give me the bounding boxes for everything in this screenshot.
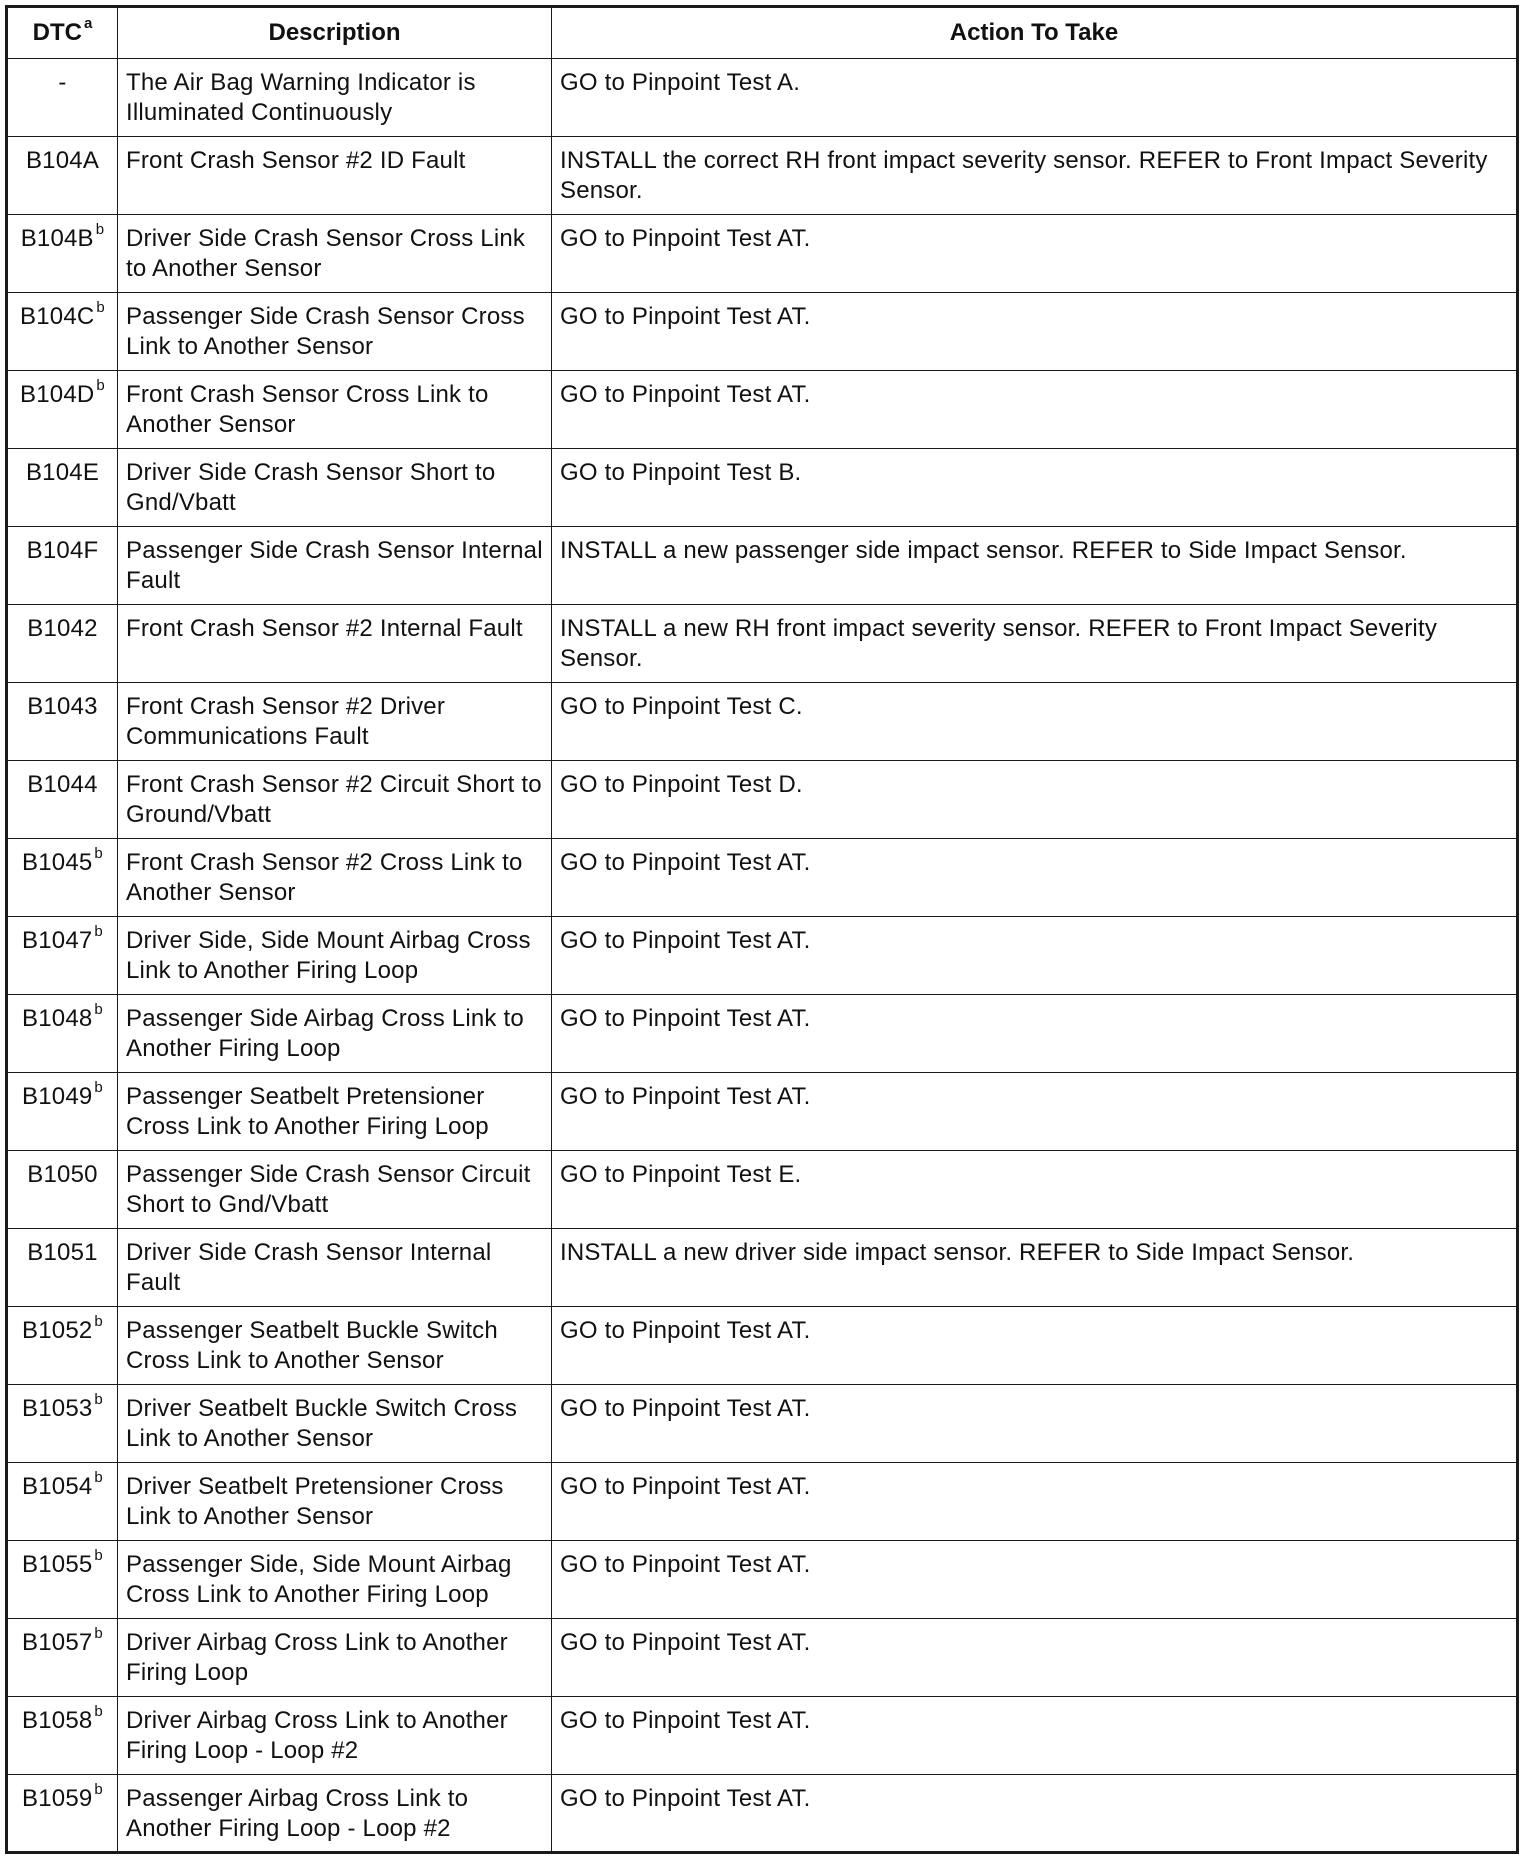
action-cell: GO to Pinpoint Test AT.: [552, 917, 1518, 995]
dtc-code: B1059: [22, 1785, 93, 1812]
dtc-code: B1058: [22, 1707, 93, 1734]
dtc-code: B1055: [22, 1551, 93, 1578]
description-cell: Passenger Seatbelt Pretensioner Cross Link to Another Firing Loop: [118, 1073, 552, 1151]
description-cell: Front Crash Sensor #2 Internal Fault: [118, 605, 552, 683]
dtc-code: B1051: [27, 1239, 98, 1266]
action-cell: GO to Pinpoint Test E.: [552, 1151, 1518, 1229]
dtc-cell: [7, 449, 118, 527]
table-row: [7, 137, 1518, 215]
description-cell: The Air Bag Warning Indicator is Illuminated Continuously: [118, 59, 552, 137]
dtc-footnote-marker: b: [94, 1313, 103, 1330]
description-cell: Front Crash Sensor #2 ID Fault: [118, 137, 552, 215]
dtc-code: B104B: [20, 225, 94, 252]
dtc-cell: [7, 1541, 118, 1619]
dtc-footnote-marker: b: [94, 1547, 103, 1564]
dtc-footnote-marker: b: [94, 1781, 103, 1798]
dtc-footnote-marker: b: [94, 845, 103, 862]
action-cell: GO to Pinpoint Test C.: [552, 683, 1518, 761]
table-row: [7, 917, 1518, 995]
table-row: [7, 839, 1518, 917]
dtc-cell: [7, 1775, 118, 1853]
dtc-code: B1047: [22, 927, 93, 954]
action-cell: GO to Pinpoint Test AT.: [552, 1697, 1518, 1775]
action-cell: GO to Pinpoint Test D.: [552, 761, 1518, 839]
dtc-code: B1045: [22, 849, 93, 876]
description-cell: Driver Seatbelt Buckle Switch Cross Link to Another Sensor: [118, 1385, 552, 1463]
description-cell: Driver Side, Side Mount Airbag Cross Link to Another Firing Loop: [118, 917, 552, 995]
dtc-cell: [7, 137, 118, 215]
action-cell: GO to Pinpoint Test AT.: [552, 1463, 1518, 1541]
table-row: [7, 1385, 1518, 1463]
dtc-cell: [7, 1073, 118, 1151]
table-row: [7, 1073, 1518, 1151]
table-row: [7, 1775, 1518, 1853]
dtc-footnote-marker: b: [96, 377, 105, 394]
table-row: [7, 293, 1518, 371]
description-cell: Driver Airbag Cross Link to Another Firing Loop: [118, 1619, 552, 1697]
action-cell: INSTALL a new driver side impact sensor. REFER to Side Impact Sensor.: [552, 1229, 1518, 1307]
dtc-footnote-marker: b: [95, 221, 105, 238]
description-cell: Driver Side Crash Sensor Cross Link to Another Sensor: [118, 215, 552, 293]
header-dtc-label: DTC: [32, 19, 82, 46]
dtc-cell: [7, 59, 118, 137]
action-cell: GO to Pinpoint Test B.: [552, 449, 1518, 527]
dtc-cell: [7, 761, 118, 839]
description-cell: Passenger Seatbelt Buckle Switch Cross Link to Another Sensor: [118, 1307, 552, 1385]
dtc-code: B1050: [27, 1161, 98, 1188]
table-row: [7, 605, 1518, 683]
action-cell: GO to Pinpoint Test AT.: [552, 839, 1518, 917]
dtc-cell: [7, 1151, 118, 1229]
dtc-code: B1042: [27, 615, 98, 642]
table-row: [7, 995, 1518, 1073]
action-cell: GO to Pinpoint Test AT.: [552, 1619, 1518, 1697]
table-row: [7, 215, 1518, 293]
action-cell: GO to Pinpoint Test AT.: [552, 1385, 1518, 1463]
dtc-code: B1049: [22, 1083, 93, 1110]
dtc-code: -: [58, 69, 67, 96]
header-row: [7, 7, 1518, 59]
action-cell: GO to Pinpoint Test A.: [552, 59, 1518, 137]
dtc-footnote-marker: b: [94, 1001, 103, 1018]
dtc-code: B1043: [27, 693, 98, 720]
dtc-code: B104E: [25, 459, 100, 486]
dtc-code: B1048: [22, 1005, 93, 1032]
dtc-cell: [7, 917, 118, 995]
dtc-cell: [7, 371, 118, 449]
table-row: [7, 1229, 1518, 1307]
action-cell: GO to Pinpoint Test AT.: [552, 1073, 1518, 1151]
dtc-code: B1054: [22, 1473, 93, 1500]
dtc-code: B104A: [25, 147, 100, 174]
dtc-cell: [7, 1229, 118, 1307]
description-cell: Driver Seatbelt Pretensioner Cross Link to Another Sensor: [118, 1463, 552, 1541]
table-header: [7, 7, 1518, 59]
action-cell: GO to Pinpoint Test AT.: [552, 1307, 1518, 1385]
dtc-footnote-marker: b: [94, 1469, 103, 1486]
table-row: [7, 683, 1518, 761]
description-cell: Front Crash Sensor #2 Cross Link to Another Sensor: [118, 839, 552, 917]
dtc-footnote-marker: b: [94, 923, 103, 940]
dtc-code: B1053: [22, 1395, 93, 1422]
description-cell: Front Crash Sensor #2 Circuit Short to Ground/Vbatt: [118, 761, 552, 839]
table-body: [7, 59, 1518, 1853]
dtc-cell: [7, 1463, 118, 1541]
description-cell: Passenger Side Crash Sensor Internal Fault: [118, 527, 552, 605]
dtc-code: B1044: [27, 771, 98, 798]
description-cell: Passenger Side Airbag Cross Link to Another Firing Loop: [118, 995, 552, 1073]
dtc-footnote-marker: b: [94, 1391, 103, 1408]
table-row: [7, 761, 1518, 839]
description-cell: Front Crash Sensor #2 Driver Communications Fault: [118, 683, 552, 761]
table-row: [7, 527, 1518, 605]
dtc-footnote-marker: b: [96, 299, 105, 316]
table-row: [7, 1463, 1518, 1541]
table-row: [7, 59, 1518, 137]
dtc-cell: [7, 1697, 118, 1775]
action-cell: INSTALL a new RH front impact severity sensor. REFER to Front Impact Severity Sensor.: [552, 605, 1518, 683]
dtc-code: B1052: [22, 1317, 93, 1344]
header-dtc: [7, 7, 118, 59]
action-cell: GO to Pinpoint Test AT.: [552, 995, 1518, 1073]
action-cell: GO to Pinpoint Test AT.: [552, 293, 1518, 371]
description-cell: Passenger Side Crash Sensor Circuit Short to Gnd/Vbatt: [118, 1151, 552, 1229]
description-cell: Passenger Airbag Cross Link to Another Firing Loop - Loop #2: [118, 1775, 552, 1853]
dtc-cell: [7, 1619, 118, 1697]
description-cell: Front Crash Sensor Cross Link to Another Sensor: [118, 371, 552, 449]
table-row: [7, 1307, 1518, 1385]
description-cell: Driver Side Crash Sensor Short to Gnd/Vbatt: [118, 449, 552, 527]
action-cell: GO to Pinpoint Test AT.: [552, 1541, 1518, 1619]
table-row: [7, 371, 1518, 449]
table-row: [7, 1151, 1518, 1229]
dtc-cell: [7, 1307, 118, 1385]
table-row: [7, 1697, 1518, 1775]
table-row: [7, 449, 1518, 527]
action-cell: GO to Pinpoint Test AT.: [552, 215, 1518, 293]
dtc-cell: [7, 605, 118, 683]
dtc-table: [5, 5, 1519, 1854]
action-cell: GO to Pinpoint Test AT.: [552, 1775, 1518, 1853]
description-cell: Driver Side Crash Sensor Internal Fault: [118, 1229, 552, 1307]
dtc-cell: [7, 839, 118, 917]
header-dtc-footnote: a: [83, 15, 93, 32]
header-description: Description: [118, 7, 552, 59]
dtc-cell: [7, 293, 118, 371]
dtc-footnote-marker: b: [94, 1079, 103, 1096]
table-row: [7, 1541, 1518, 1619]
description-cell: Driver Airbag Cross Link to Another Firing Loop - Loop #2: [118, 1697, 552, 1775]
dtc-cell: [7, 215, 118, 293]
dtc-cell: [7, 995, 118, 1073]
header-action: Action To Take: [552, 7, 1518, 59]
description-cell: Passenger Side, Side Mount Airbag Cross Link to Another Firing Loop: [118, 1541, 552, 1619]
dtc-cell: [7, 1385, 118, 1463]
dtc-code: B104F: [26, 537, 99, 564]
dtc-footnote-marker: b: [94, 1625, 103, 1642]
dtc-cell: [7, 527, 118, 605]
dtc-code: B104C: [20, 303, 95, 330]
dtc-footnote-marker: b: [94, 1703, 103, 1720]
action-cell: GO to Pinpoint Test AT.: [552, 371, 1518, 449]
description-cell: Passenger Side Crash Sensor Cross Link to Another Sensor: [118, 293, 552, 371]
action-cell: INSTALL a new passenger side impact sensor. REFER to Side Impact Sensor.: [552, 527, 1518, 605]
dtc-cell: [7, 683, 118, 761]
table-row: [7, 1619, 1518, 1697]
action-cell: INSTALL the correct RH front impact severity sensor. REFER to Front Impact Severity Sensor.: [552, 137, 1518, 215]
dtc-code: B1057: [22, 1629, 93, 1656]
dtc-code: B104D: [20, 381, 95, 408]
